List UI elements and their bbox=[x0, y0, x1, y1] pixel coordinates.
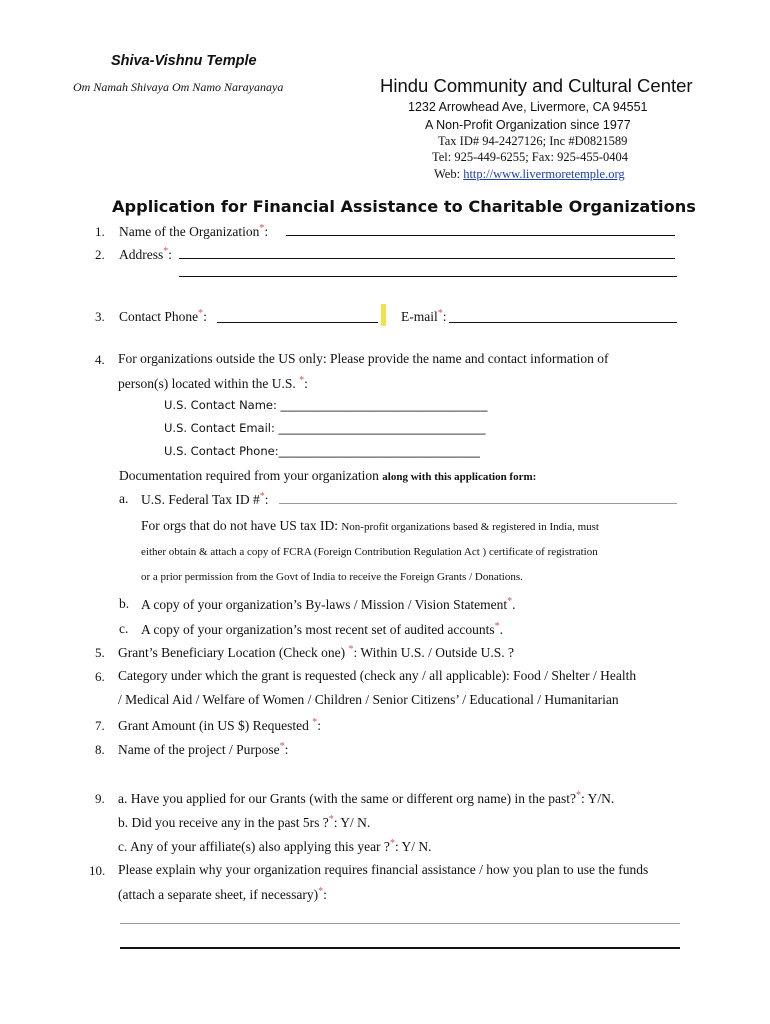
us-contact-email[interactable]: U.S. Contact Email: ____________________________________ bbox=[164, 421, 486, 435]
q9c-text: c. Any of your affiliate(s) also applying this year ?*: Y/ N. bbox=[118, 838, 432, 854]
q6-number: 6. bbox=[95, 669, 105, 684]
q5-text: Grant’s Beneficiary Location (Check one) *: Within U.S. / Outside U.S. ? bbox=[118, 644, 515, 660]
item-a-label: a. bbox=[119, 491, 129, 506]
tax-id-line: Tax ID# 94-2427126; Inc #D0821589 bbox=[438, 134, 628, 148]
center-address: 1232 Arrowhead Ave, Livermore, CA 94551 bbox=[408, 100, 648, 114]
q3-label: Contact Phone*: bbox=[119, 308, 207, 324]
no-tax-id-line2: either obtain & attach a copy of FCRA (Foreign Contribution Regulation Act ) certificate of registration bbox=[141, 546, 598, 558]
web-line bbox=[434, 167, 625, 182]
q10-line1: Please explain why your organization requires financial assistance / how you plan to use the funds bbox=[118, 862, 649, 877]
q5-number: 5. bbox=[95, 645, 105, 660]
us-contact-name[interactable]: U.S. Contact Name: ____________________________________ bbox=[164, 398, 488, 412]
q8-number: 8. bbox=[95, 742, 105, 757]
q9-number: 9. bbox=[95, 791, 105, 806]
item-b-text: A copy of your organization’s By-laws / Mission / Vision Statement*. bbox=[141, 596, 516, 612]
q10-line2: (attach a separate sheet, if necessary)*: bbox=[118, 886, 327, 902]
q3-email-line[interactable] bbox=[449, 322, 677, 323]
highlight-mark bbox=[381, 304, 386, 326]
q2-input-line-1[interactable] bbox=[179, 258, 675, 259]
q3-number: 3. bbox=[95, 309, 105, 324]
q7-text: Grant Amount (in US $) Requested *: bbox=[118, 717, 321, 733]
center-name: Hindu Community and Cultural Center bbox=[380, 75, 693, 96]
q1-number: 1. bbox=[95, 224, 105, 239]
item-c-label: c. bbox=[119, 621, 129, 636]
form-title: Application for Financial Assistance to Charitable Organizations bbox=[112, 197, 696, 216]
q1-input-line[interactable] bbox=[286, 235, 675, 236]
q4-line1: For organizations outside the US only: Please provide the name and contact information of bbox=[118, 351, 609, 366]
mantra: Om Namah Shivaya Om Namo Narayanaya bbox=[73, 80, 284, 94]
item-a-text: U.S. Federal Tax ID #*: bbox=[141, 491, 269, 507]
q3-email-label: E-mail*: bbox=[401, 308, 447, 324]
q7-number: 7. bbox=[95, 718, 105, 733]
web-label: Web: bbox=[434, 167, 464, 181]
item-c-text: A copy of your organization’s most recent set of audited accounts*. bbox=[141, 621, 504, 637]
q6-line2: / Medical Aid / Welfare of Women / Children / Senior Citizens’ / Educational / Humanitarian bbox=[118, 692, 619, 707]
q8-text: Name of the project / Purpose*: bbox=[118, 741, 289, 757]
q9a-text: a. Have you applied for our Grants (with the same or different org name) in the past?*: Y/N. bbox=[118, 790, 615, 806]
q2-input-line-2[interactable] bbox=[179, 276, 677, 277]
q6-line1: Category under which the grant is requested (check any / all applicable): Food / Shelter / Health bbox=[118, 668, 637, 683]
no-tax-id-line1: For orgs that do not have US tax ID: Non-profit organizations based & registered in India, must bbox=[141, 518, 599, 533]
web-link[interactable]: http://www.livermoretemple.org bbox=[463, 167, 625, 181]
no-tax-id-line3: or a prior permission from the Govt of India to receive the Foreign Grants / Donations. bbox=[141, 571, 523, 583]
q10-input-line-2[interactable] bbox=[120, 947, 680, 949]
tax-id-input-line[interactable] bbox=[279, 503, 677, 504]
q4-number: 4. bbox=[95, 352, 105, 367]
q2-label: Address*: bbox=[119, 246, 173, 262]
q10-number: 10. bbox=[89, 863, 106, 878]
q2-number: 2. bbox=[95, 247, 105, 262]
q9b-text: b. Did you receive any in the past 5rs ?*: Y/ N. bbox=[118, 814, 371, 830]
nonprofit-line: A Non-Profit Organization since 1977 bbox=[425, 118, 631, 132]
us-contact-phone[interactable]: U.S. Contact Phone:___________________________________ bbox=[164, 444, 480, 458]
doc-required-text: Documentation required from your organization along with this application form: bbox=[119, 468, 537, 483]
item-b-label: b. bbox=[119, 596, 130, 611]
temple-name: Shiva-Vishnu Temple bbox=[111, 53, 257, 69]
q3-phone-line[interactable] bbox=[217, 322, 378, 323]
q10-input-line-1[interactable] bbox=[120, 923, 680, 924]
phone-fax-line: Tel: 925-449-6255; Fax: 925-455-0404 bbox=[432, 150, 628, 164]
q1-label: Name of the Organization*: bbox=[119, 223, 269, 239]
q4-line2: person(s) located within the U.S. *: bbox=[118, 375, 308, 391]
